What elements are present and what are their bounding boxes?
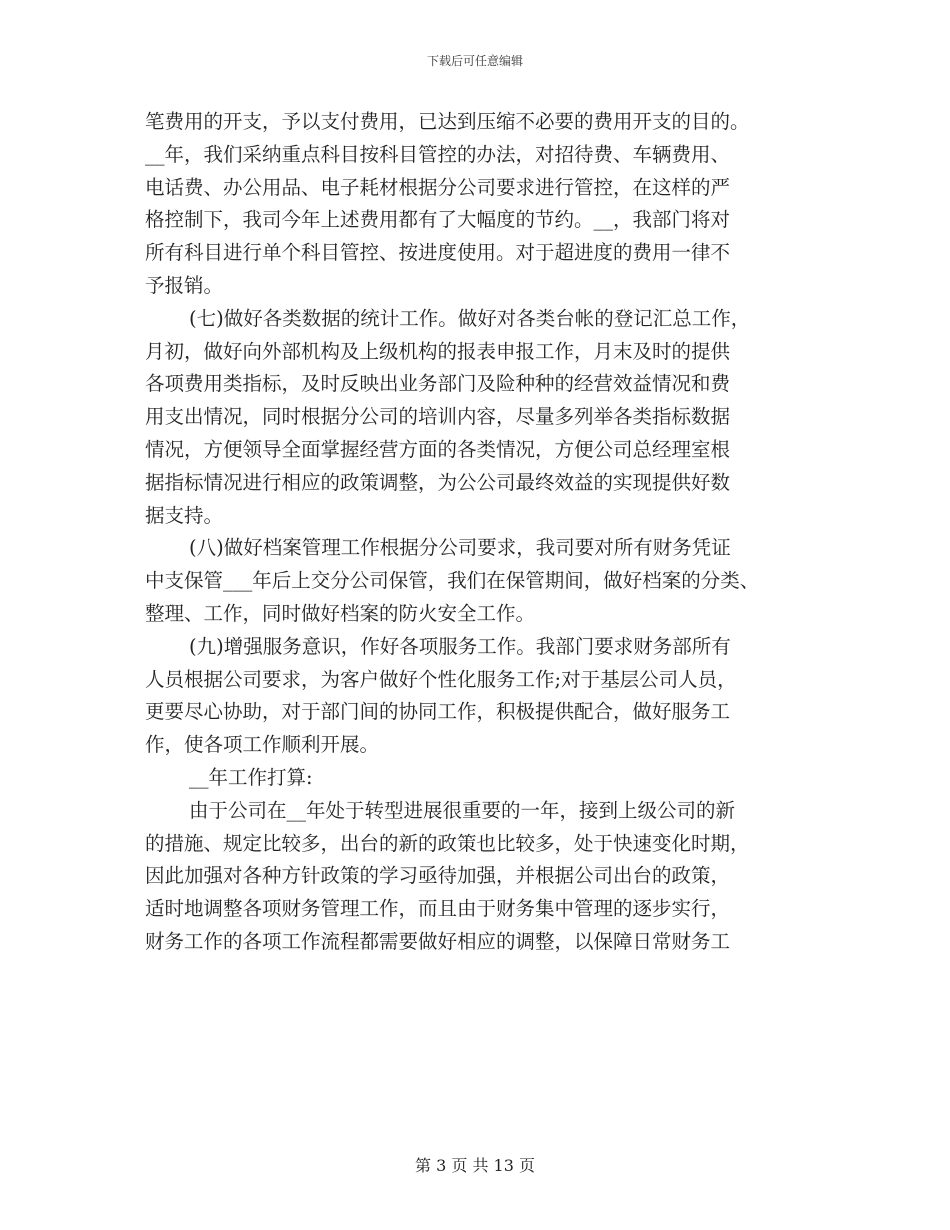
text-line: 电话费、办公用品、电子耗材根据分公司要求进行管控，在这样的严 bbox=[145, 175, 731, 199]
text-line: 月初，做好向外部机构及上级机构的报表申报工作，月末及时的提供 bbox=[145, 339, 731, 363]
text-line: 所有科目进行单个科目管控、按进度使用。对于超进度的费用一律不 bbox=[145, 241, 731, 265]
paragraph-start-line: (八)做好档案管理工作根据分公司要求，我司要对所有财务凭证 bbox=[189, 536, 731, 560]
paragraph-start-line: 由于公司在__年处于转型进展很重要的一年，接到上级公司的新 bbox=[189, 798, 736, 822]
text-line: 各项费用类指标，及时反映出业务部门及险种种的经营效益情况和费 bbox=[145, 372, 731, 396]
page-header-note: 下载后可任意编辑 bbox=[426, 54, 523, 68]
text-line: 予报销。 bbox=[145, 273, 224, 297]
text-line: 作，使各项工作顺利开展。 bbox=[145, 733, 380, 757]
text-line: 笔费用的开支，予以支付费用，已达到压缩不必要的费用开支的目的。 bbox=[145, 110, 750, 133]
text-line: 整理、工作，同时做好档案的防火安全工作。 bbox=[145, 601, 536, 625]
text-line: 人员根据公司要求，为客户做好个性化服务工作;对于基层公司人员， bbox=[145, 667, 737, 691]
paragraph-start-line: (九)增强服务意识，作好各项服务工作。我部门要求财务部所有 bbox=[189, 634, 731, 658]
section-heading: __年工作打算: bbox=[189, 765, 313, 789]
text-line: 财务工作的各项工作流程都需要做好相应的调整，以保障日常财务工 bbox=[145, 929, 731, 953]
document-body bbox=[145, 106, 825, 959]
page-number: 第 3 页 共 13 页 bbox=[415, 1156, 535, 1175]
text-line: 适时地调整各项财务管理工作，而且由于财务集中管理的逐步实行， bbox=[145, 897, 731, 921]
text-line: 格控制下，我司今年上述费用都有了大幅度的节约。__，我部门将对 bbox=[145, 208, 731, 232]
text-line: 用支出情况，同时根据分公司的培训内容，尽量多列举各类指标数据 bbox=[145, 405, 731, 429]
text-line: 更要尽心协助，对于部门间的协同工作，积极提供配合，做好服务工 bbox=[145, 700, 731, 724]
text-line: 因此加强对各种方针政策的学习亟待加强，并根据公司出台的政策， bbox=[145, 864, 731, 888]
paragraph-start-line: (七)做好各类数据的统计工作。做好对各类台帐的登记汇总工作， bbox=[189, 306, 751, 330]
text-line: 中支保管___年后上交分公司保管，我们在保管期间，做好档案的分类、 bbox=[145, 569, 760, 593]
text-line: 情况，方便领导全面掌握经营方面的各类情况，方便公司总经理室根 bbox=[145, 437, 731, 461]
text-line: 据支持。 bbox=[145, 503, 224, 527]
text-line: 据指标情况进行相应的政策调整，为公公司最终效益的实现提供好数 bbox=[145, 470, 731, 494]
text-line: 的措施、规定比较多，出台的新的政策也比较多，处于快速变化时期， bbox=[145, 831, 750, 855]
text-line: __年，我们采纳重点科目按科目管控的办法，对招待费、车辆费用、 bbox=[145, 142, 731, 166]
